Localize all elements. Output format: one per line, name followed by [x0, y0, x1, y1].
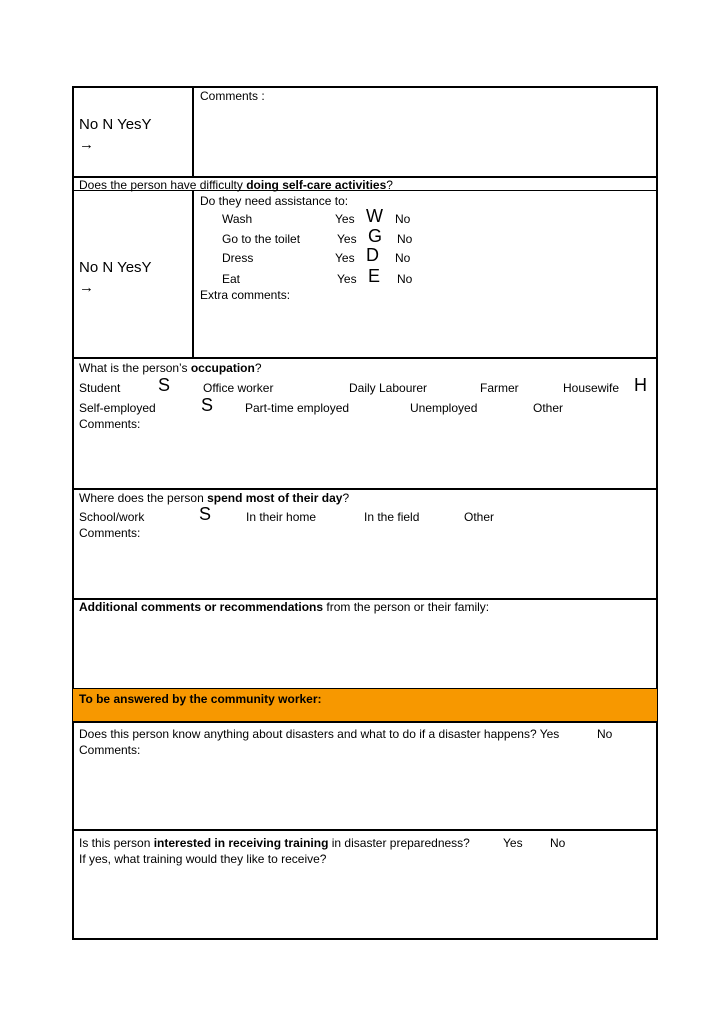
assistance-label: Do they need assistance to: — [200, 194, 349, 208]
comments-label: Comments: — [79, 417, 141, 431]
no-option[interactable]: No — [397, 232, 413, 246]
selection-mark: S — [201, 395, 214, 415]
no-option[interactable]: No — [397, 272, 413, 286]
arrow-icon: → — [79, 136, 94, 153]
assist-item-label: Wash — [222, 212, 253, 226]
selection-mark: S — [199, 504, 212, 524]
option-housewife[interactable]: Housewife — [563, 381, 620, 395]
divider — [72, 488, 658, 490]
divider — [72, 721, 658, 723]
frame-right-border — [656, 86, 658, 940]
yes-option[interactable]: Yes — [335, 212, 355, 226]
divider — [72, 829, 658, 831]
frame-left-border — [72, 86, 74, 940]
column-divider — [192, 191, 194, 358]
assist-item-label: Dress — [222, 251, 254, 265]
no-option[interactable]: No — [395, 212, 411, 226]
frame-bottom-border — [72, 938, 658, 940]
extra-comments-label: Extra comments: — [200, 288, 291, 302]
assist-item-label: Eat — [222, 272, 241, 286]
yes-option[interactable]: Yes — [337, 232, 357, 246]
option-home[interactable]: In their home — [246, 510, 317, 524]
selection-mark: D — [366, 245, 379, 265]
no-option[interactable]: No — [550, 836, 566, 850]
selection-mark: S — [158, 375, 171, 395]
selection-mark: W — [366, 206, 383, 226]
no-option[interactable]: No — [597, 727, 613, 741]
option-daily-labourer[interactable]: Daily Labourer — [349, 381, 428, 395]
selection-mark: H — [634, 375, 647, 395]
no-yes-choice[interactable]: No N YesY — [79, 116, 152, 133]
option-school-work[interactable]: School/work — [79, 510, 145, 524]
option-part-time[interactable]: Part-time employed — [245, 401, 350, 415]
assist-item-label: Go to the toilet — [222, 232, 301, 246]
occupation-question: What is the person’s occupation? — [79, 361, 262, 375]
yes-option[interactable]: Yes — [337, 272, 357, 286]
day-question: Where does the person spend most of their day? — [79, 491, 350, 505]
training-followup: If yes, what training would they like to receive? — [79, 852, 327, 866]
no-option[interactable]: No — [395, 251, 411, 265]
option-other[interactable]: Other — [464, 510, 495, 524]
community-worker-heading: To be answered by the community worker: — [79, 692, 322, 706]
option-office-worker[interactable]: Office worker — [203, 381, 274, 395]
no-yes-choice[interactable]: No N YesY — [79, 259, 152, 276]
training-question: Is this person interested in receiving training in disaster preparedness? — [79, 836, 470, 850]
additional-comments-label: Additional comments or recommendations from the person or their family: — [79, 600, 490, 614]
yes-option[interactable]: Yes — [335, 251, 355, 265]
option-farmer[interactable]: Farmer — [480, 381, 519, 395]
self-care-question: Does the person have difficulty doing self-care activities? — [79, 178, 393, 192]
arrow-icon: → — [79, 279, 94, 296]
selection-mark: E — [368, 266, 381, 286]
comments-label: Comments: — [79, 526, 141, 540]
comments-label: Comments: — [79, 743, 141, 757]
disaster-question: Does this person know anything about disasters and what to do if a disaster happens? Yes — [79, 727, 560, 741]
column-divider — [192, 86, 194, 178]
comments-label: Comments : — [200, 89, 265, 103]
option-other[interactable]: Other — [533, 401, 564, 415]
selection-mark: G — [368, 226, 383, 246]
option-self-employed[interactable]: Self-employed — [79, 401, 156, 415]
option-unemployed[interactable]: Unemployed — [410, 401, 478, 415]
option-student[interactable]: Student — [79, 381, 121, 395]
yes-option[interactable]: Yes — [503, 836, 523, 850]
option-field[interactable]: In the field — [364, 510, 420, 524]
frame-top-border — [72, 86, 658, 88]
divider — [72, 357, 658, 359]
